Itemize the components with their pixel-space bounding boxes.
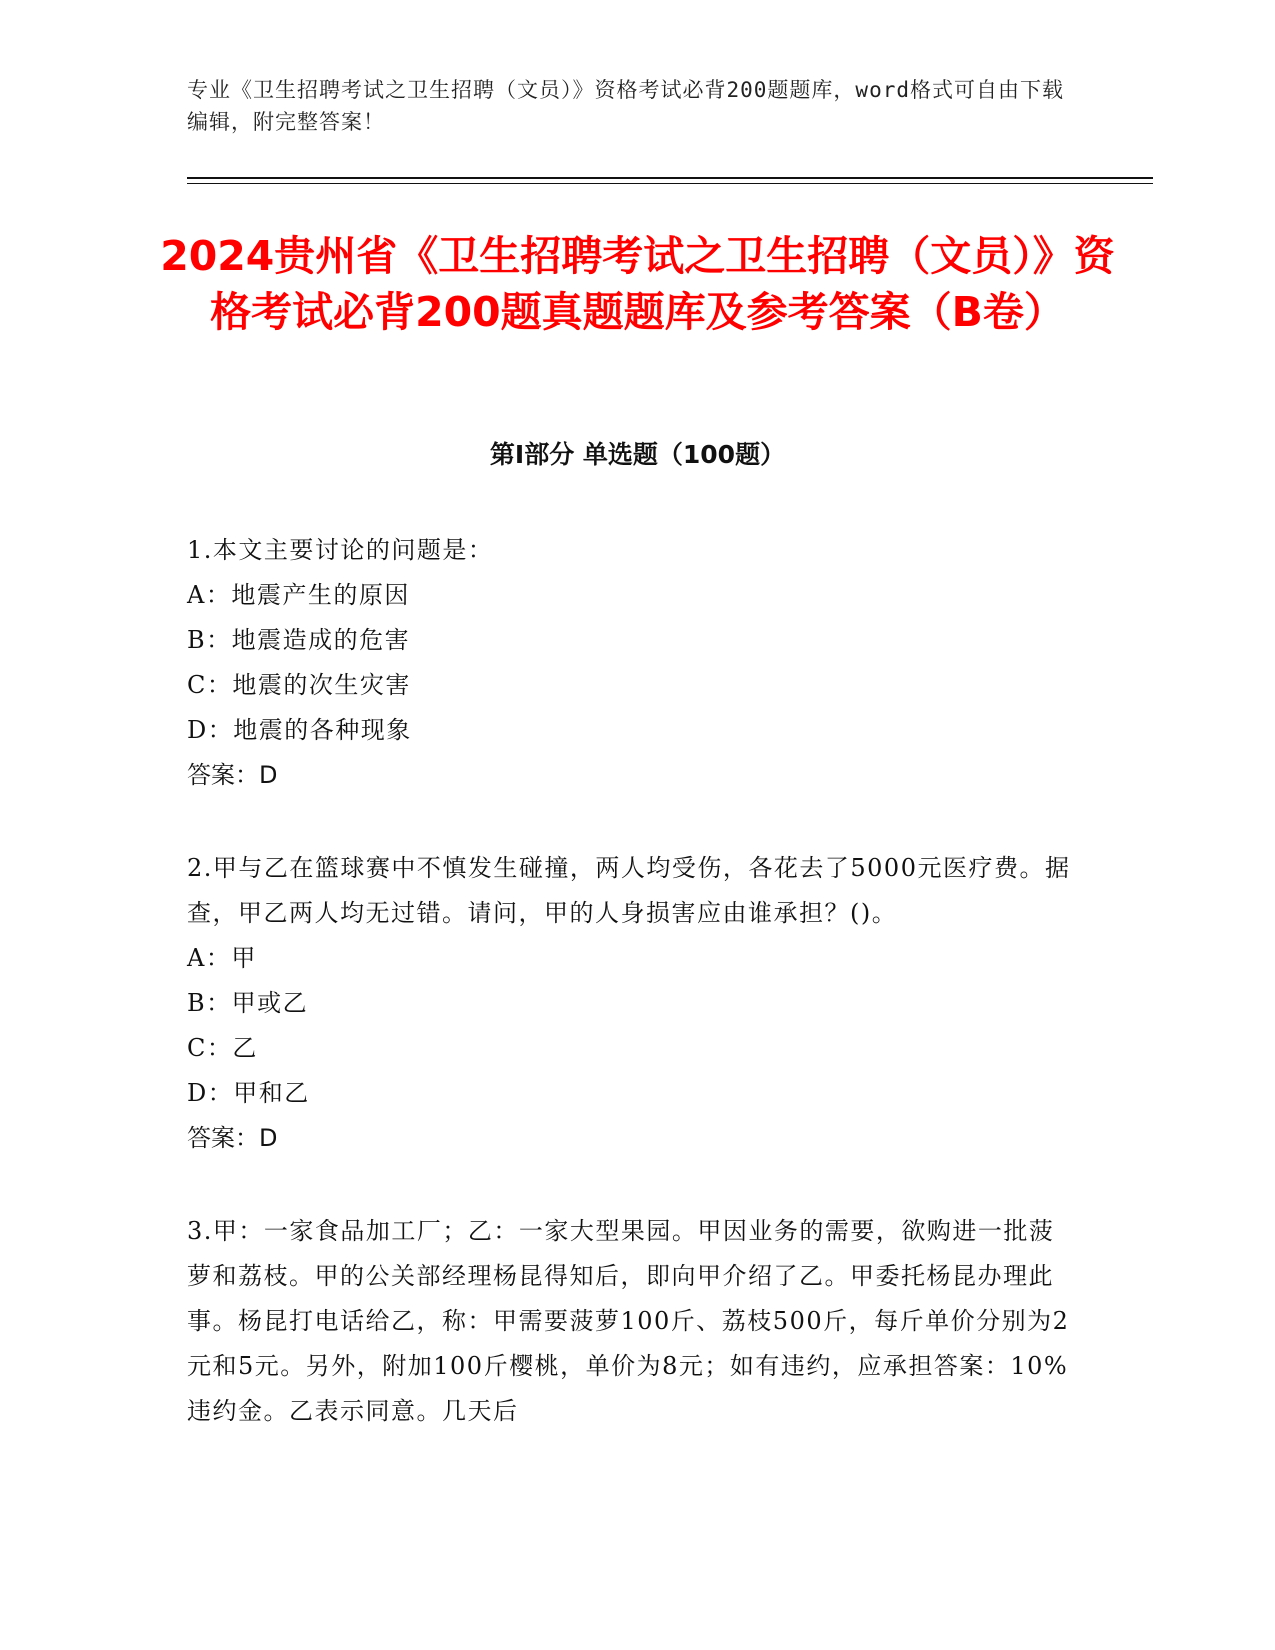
option-c: C：乙 xyxy=(187,1034,258,1062)
option-b: B：地震造成的危害 xyxy=(187,626,411,654)
question-3 xyxy=(187,1209,1077,1434)
answer-text: 答案：D xyxy=(187,1124,278,1152)
answer-text: 答案：D xyxy=(187,761,278,789)
section-title: 第Ⅰ部分 单选题（100题） xyxy=(489,440,786,469)
header-divider-thin xyxy=(187,183,1153,184)
document-title: 2024贵州省《卫生招聘考试之卫生招聘（文员）》资格考试必背200题真题题库及参考答案（B卷） xyxy=(160,232,1115,336)
question-2 xyxy=(187,846,1077,1161)
option-a: A：甲 xyxy=(187,944,257,972)
question-list xyxy=(187,528,1077,1482)
question-stem: 2.甲与乙在篮球赛中不慎发生碰撞，两人均受伤，各花去了5000元医疗费。据查，甲乙两人均无过错。请问，甲的人身损害应由谁承担？()。 xyxy=(187,854,1071,927)
option-b: B：甲或乙 xyxy=(187,989,309,1017)
option-d: D：甲和乙 xyxy=(187,1079,310,1107)
option-a: A：地震产生的原因 xyxy=(187,581,410,609)
option-c: C：地震的次生灾害 xyxy=(187,671,411,699)
question-1 xyxy=(187,528,1077,798)
option-d: D：地震的各种现象 xyxy=(187,716,412,744)
question-stem: 3.甲：一家食品加工厂；乙：一家大型果园。甲因业务的需要，欲购进一批菠萝和荔枝。甲的公关部经理杨昆得知后，即向甲介绍了乙。甲委托杨昆办理此事。杨昆打电话给乙，称：甲需要菠萝100斤、荔枝500斤，每斤单价分别为2元和5元。另外，附加100斤樱桃，单价为8元；如有违约，应承担答案：10%违约金。乙表示同意。几天后 xyxy=(187,1217,1070,1425)
header-divider-thick xyxy=(187,177,1153,179)
question-stem: 1.本文主要讨论的问题是： xyxy=(187,536,494,564)
header-note: 专业《卫生招聘考试之卫生招聘（文员）》资格考试必背200题题库，word格式可自由下载编辑，附完整答案！ xyxy=(187,78,1064,134)
